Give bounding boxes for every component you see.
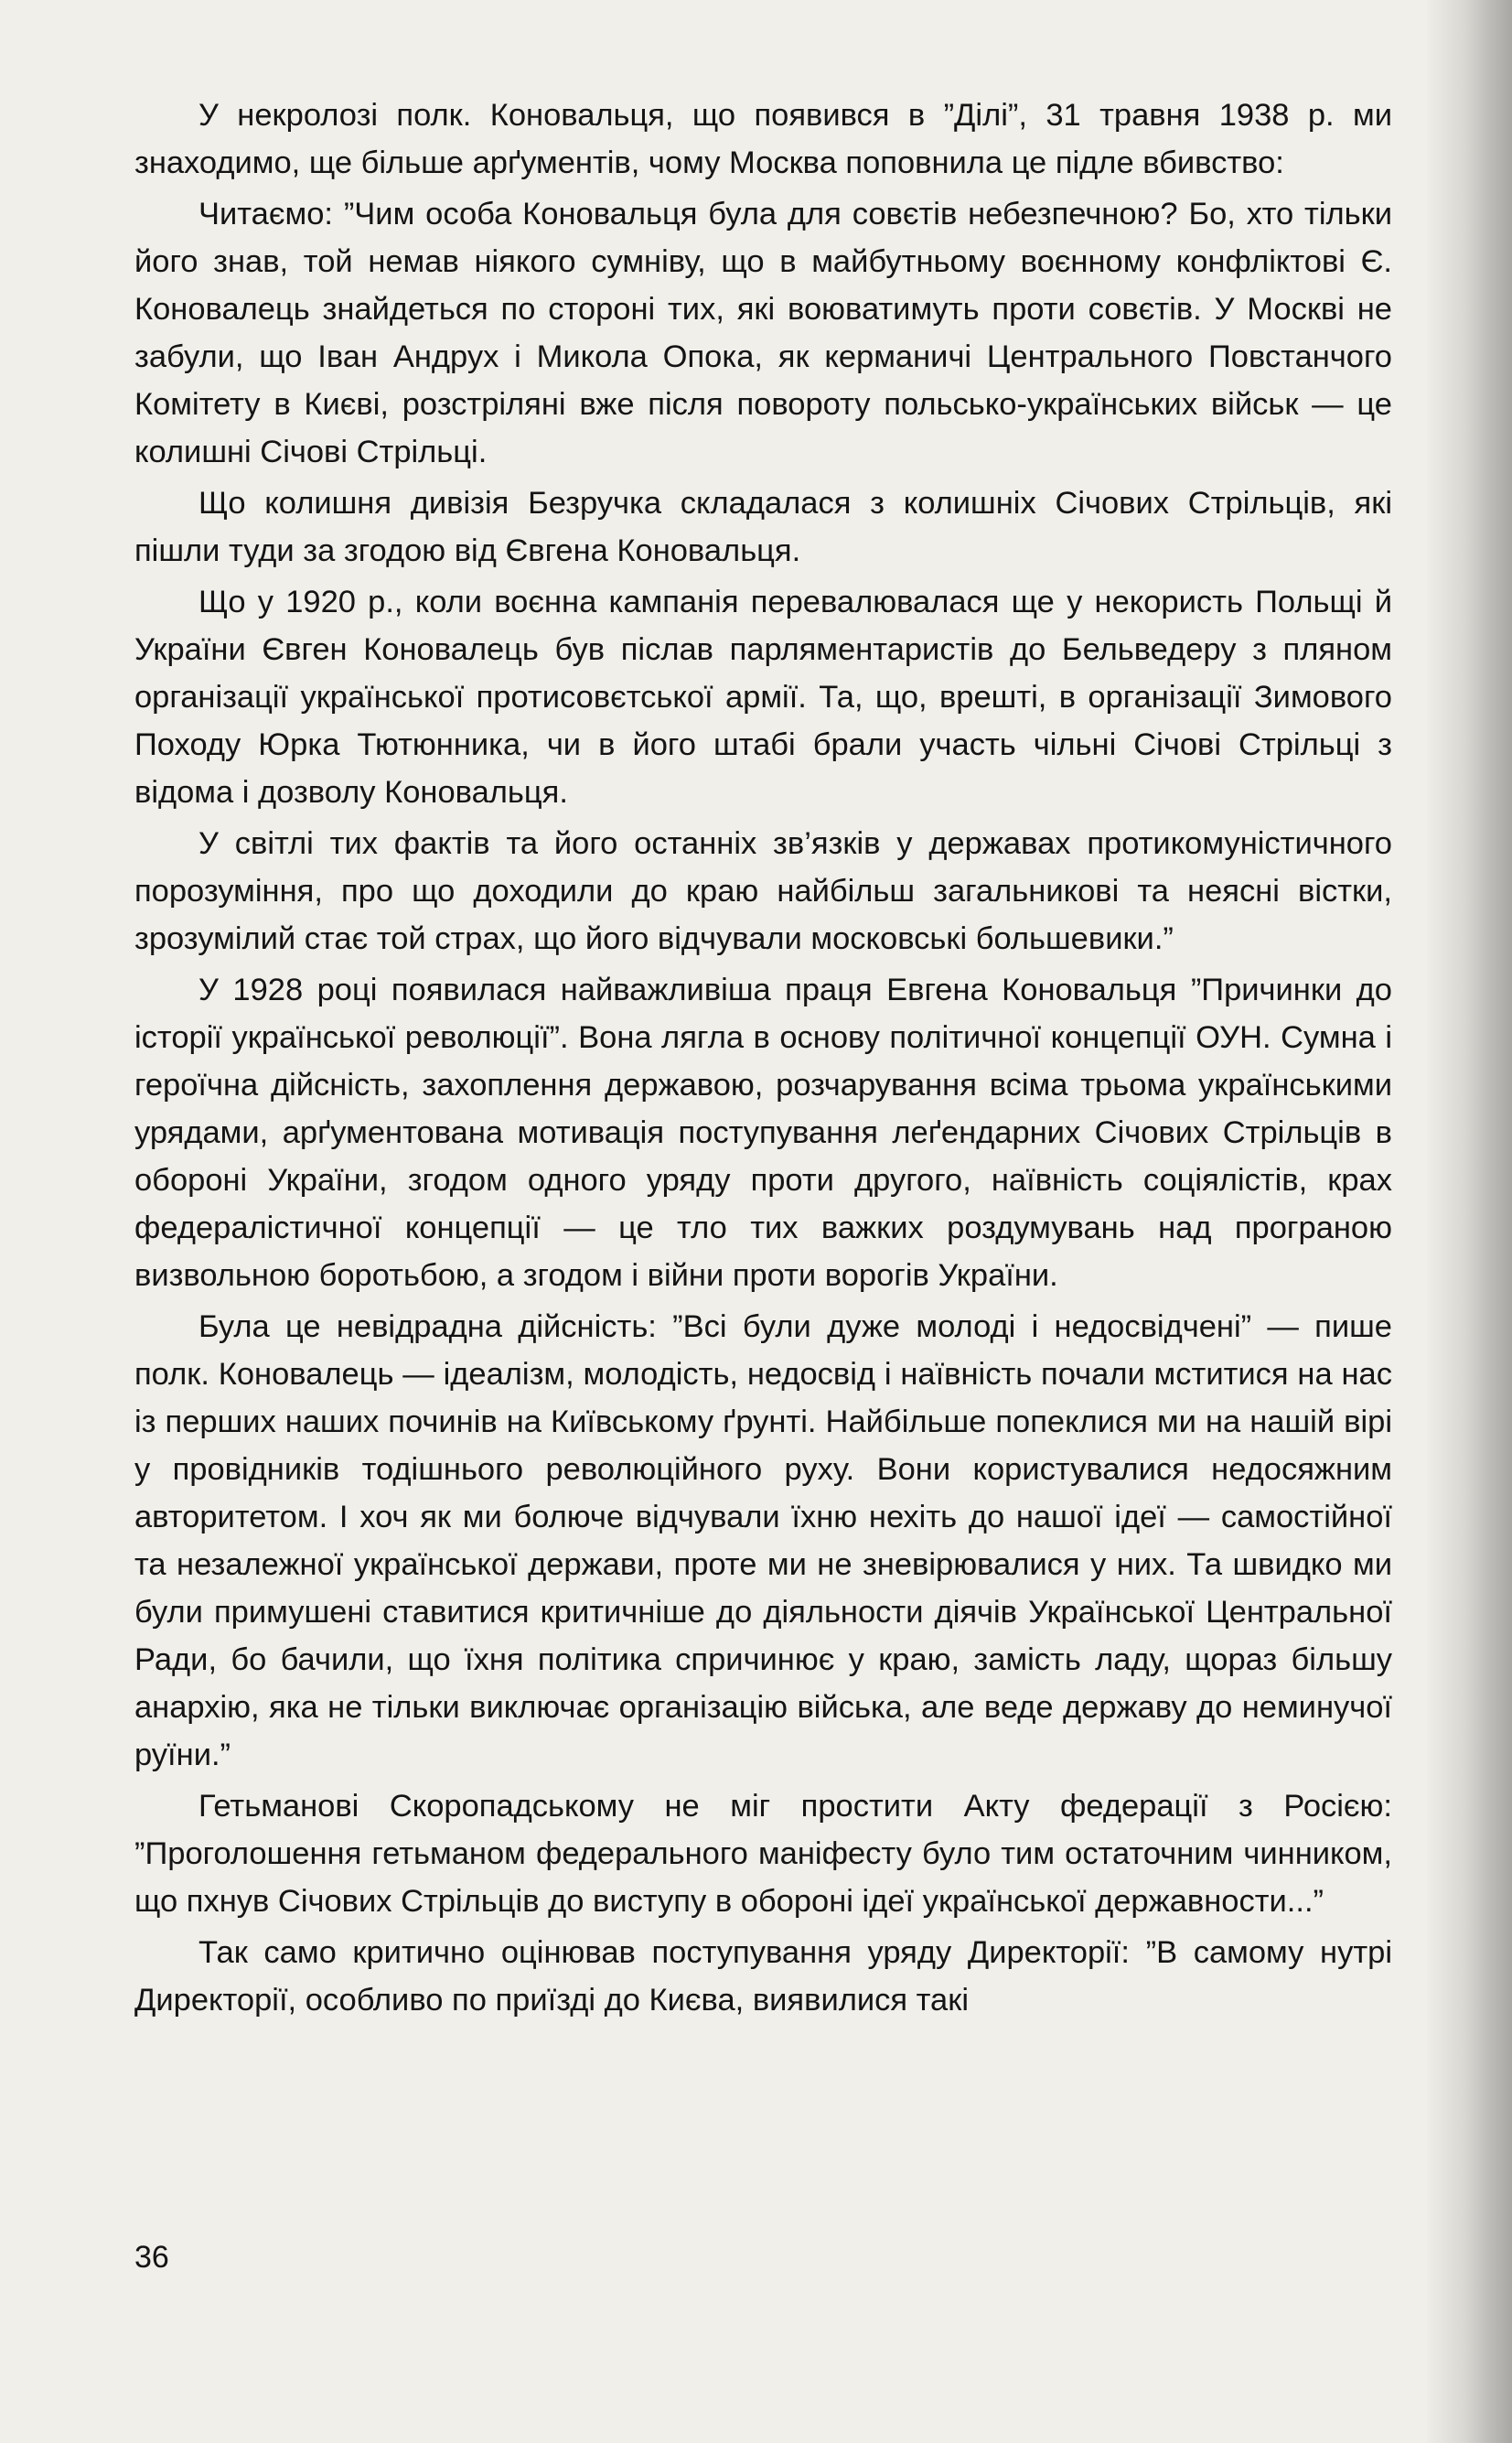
paragraph-8: Гетьманові Скоропадському не міг простити Акту федерації з Росією: ”Проголошення гетьманом федерального маніфесту було тим остаточним чинником, що пхнув Січових Стрільців до виступу в обороні ідеї української державности...” [134, 1789, 1392, 1919]
body-text [134, 91, 1392, 2028]
paragraph-3: Що колишня дивізія Безручка складалася з колишніх Січових Стрільців, які пішли туди за згодою від Євгена Коновальця. [134, 486, 1392, 568]
paragraph-9: Так само критично оцінював поступування уряду Директорії: ”В самому нутрі Директорії, особливо по приїзді до Києва, виявилися такі [134, 1935, 1392, 2018]
paragraph-2: Читаємо: ”Чим особа Коновальця була для совєтів небезпечною? Бо, хто тільки його знав, той немав ніякого сумніву, що в майбутньому воєнному конфліктові Є. Коновалець знайдеться по стороні тих, які воюватимуть проти совєтів. У Москві не забули, що Іван Андрух і Микола Опока, як керманичі Центрального Повстанчого Комітету в Києві, розстріляні вже після повороту польсько-українських військ — це колишні Січові Стрільці. [134, 197, 1392, 469]
paragraph-7: Була це невідрадна дійсність: ”Всі були дуже молоді і недосвідчені” — пише полк. Коновалець — ідеалізм, молодість, недосвід і наївність почали мститися на нас із перших наших починів на Київському ґрунті. Найбільше попеклися ми на нашій вірі у провідників тодішнього революційного руху. Вони користувалися недосяжним авторитетом. І хоч як ми болюче відчували їхню нехіть до нашої ідеї — самостійної та незалежної української держави, проте ми не зневірювалися у них. Та швидко ми були примушені ставитися критичніше до діяльности діячів Української Центральної Ради, бо бачили, що їхня політика спричинює у краю, замість ладу, щораз більшу анархію, яка не тільки виключає організацію війська, але веде державу до неминучої руїни.” [134, 1309, 1392, 1772]
paragraph-5: У світлі тих фактів та його останніх зв’язків у державах протикомуністичного порозуміння, про що доходили до краю найбільш загальникові та неясні вістки, зрозумілий стає той страх, що його відчували московські большевики.” [134, 826, 1392, 956]
page-edge-shadow [1427, 0, 1512, 2443]
paragraph-1: У некролозі полк. Коновальця, що появився в ”Ділі”, 31 травня 1938 р. ми знаходимо, ще більше арґументів, чому Москва поповнила це підле вбивство: [134, 98, 1392, 180]
paragraph-6: У 1928 році появилася найважливіша праця Евгена Коновальця ”Причинки до історії української революції”. Вона лягла в основу політичної концепції ОУН. Сумна і героїчна дійсність, захоплення державою, розчарування всіма трьома українськими урядами, арґументована мотивація поступування леґендарних Січових Стрільців в обороні України, згодом одного уряду проти другого, наївність соціялістів, крах федералістичної концепції — це тло тих важких роздумувань над програною визвольною боротьбою, а згодом і війни проти ворогів України. [134, 973, 1392, 1293]
paragraph-4: Що у 1920 р., коли воєнна кампанія перевалювалася ще у некористь Польщі й України Євген Коновалець був післав парляментаристів до Бельведеру з пляном організації української протисовєтської армії. Та, що, врешті, в організації Зимового Походу Юрка Тютюнника, чи в його штабі брали участь чільні Січові Стрільці з відома і дозволу Коновальця. [134, 585, 1392, 810]
page-number: 36 [134, 2240, 169, 2275]
